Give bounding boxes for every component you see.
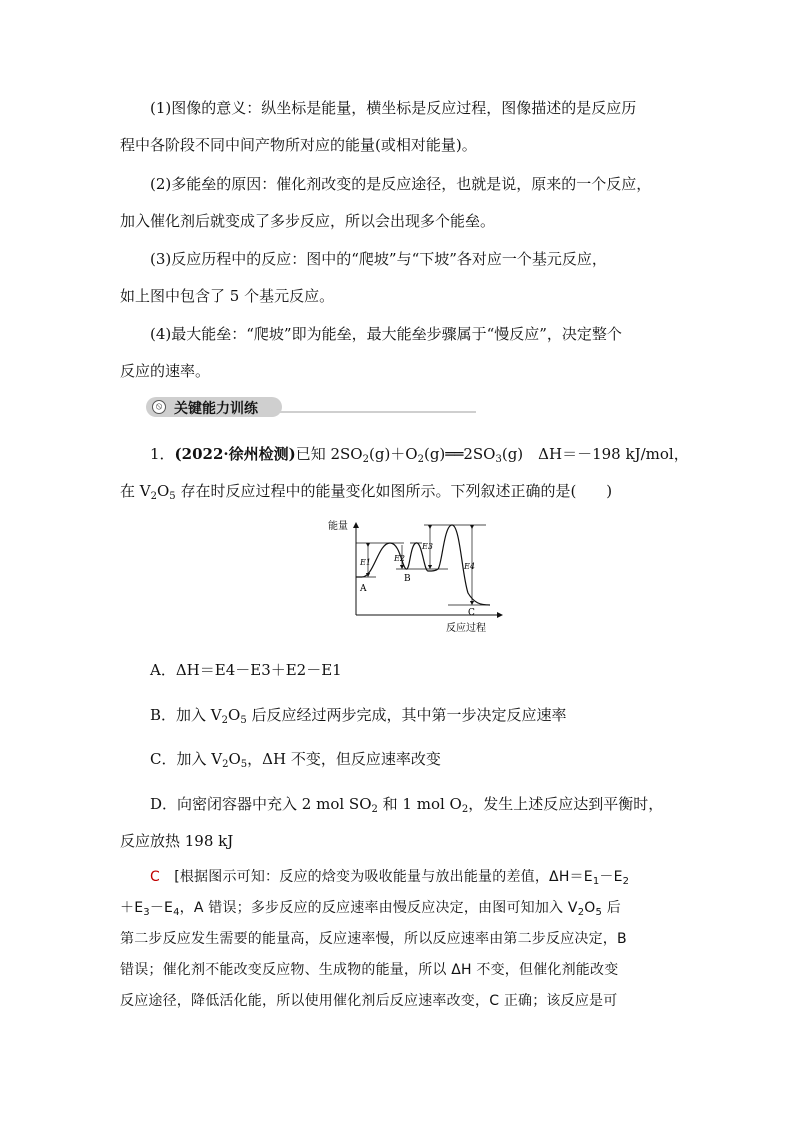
answer-explanation: C [根据图示可知：反应的焓变为吸收能量与放出能量的差值，$\Delta H=E_1-E_2$ $+E_3-E_4$，A 错误；多步反应的反应速率由慢反应决定，由图可知加入 $V_2O_5$ 后 第二步反应发生需要的能量高，反应速率慢，所以反应速率由第二步反应决定，B 错误；催化剂不能改变反应物、生成物的能量，所以 ΔH 不变，但催化剂能改变 反应途径，降低活化能，所以使用催化剂后反应速率改变，C 正确；该反应是可	[120, 869, 630, 1009]
label-c: C	[468, 608, 475, 618]
question-line-1: 1．(2022·徐州检测)已知 $2SO_2(g)+O_2(g)══2SO_3(g)$ ΔH＝－198 kJ/mol，	[150, 445, 689, 465]
note-2-line-1: (2)多能垒的原因：催化剂改变的是反应途径，也就是说，原来的一个反应，	[150, 175, 652, 193]
note-paragraph-2	[120, 166, 680, 240]
note-3-line-1: (3)反应历程中的反应：图中的“爬坡”与“下坡”各对应一个基元反应，	[150, 250, 607, 268]
note-3-line-2: 如上图中包含了 5 个基元反应。	[120, 287, 335, 305]
label-b: B	[404, 574, 411, 584]
option-b: B．加入 $V_2O_5$ 后反应经过两步完成，其中第一步决定反应速率	[150, 706, 567, 726]
section-title: 关键能力训练	[174, 401, 258, 417]
question-line-2: 在 $V_2O_5$ 存在时反应过程中的能量变化如图所示。下列叙述正确的是( )	[120, 482, 613, 502]
answer-key: C	[150, 869, 160, 885]
note-paragraph-3	[120, 241, 680, 315]
note-1-line-2: 程中各阶段不同中间产物所对应的能量(或相对能量)。	[120, 136, 477, 154]
note-2-line-2: 加入催化剂后就变成了多步反应，所以会出现多个能垒。	[120, 212, 496, 230]
label-e1: E1	[360, 558, 371, 567]
enthalpy-value: ΔH＝－198 kJ/mol，	[538, 445, 689, 463]
option-d: D．向密闭容器中充入 2 mol $SO_2$ 和 1 mol $O_2$，发生上述反应达到平衡时， 反应放热 198 kJ	[120, 795, 664, 850]
note-paragraph-1	[120, 90, 680, 164]
question-source: (2022·徐州检测)	[174, 445, 296, 463]
energy-profile-diagram	[318, 515, 508, 640]
option-a: A．ΔH＝E4－E3＋E2－E1	[150, 661, 342, 679]
label-a: A	[360, 584, 367, 594]
option-c: C．加入 $V_2O_5$，ΔH 不变，但反应速率改变	[150, 750, 441, 770]
question-stem	[120, 436, 689, 510]
note-1-line-1: (1)图像的意义：纵坐标是能量，横坐标是反应过程，图像描述的是反应历	[150, 99, 637, 117]
note-4-line-2: 反应的速率。	[120, 362, 211, 380]
y-axis-label: 能量	[328, 521, 348, 532]
equilibrium-sign: ══	[445, 445, 464, 463]
circle-slash-icon: ⦸	[152, 400, 166, 414]
note-paragraph-4	[120, 316, 680, 390]
note-4-line-1: (4)最大能垒：“爬坡”即为能垒，最大能垒步骤属于“慢反应”，决定整个	[150, 325, 622, 343]
section-header	[146, 395, 476, 419]
label-e2: E2	[394, 554, 405, 563]
label-e3: E3	[422, 542, 433, 551]
question-number: 1．	[150, 445, 175, 463]
section-divider	[276, 411, 476, 413]
x-axis-label: 反应过程	[446, 623, 486, 634]
label-e4: E4	[464, 562, 475, 571]
